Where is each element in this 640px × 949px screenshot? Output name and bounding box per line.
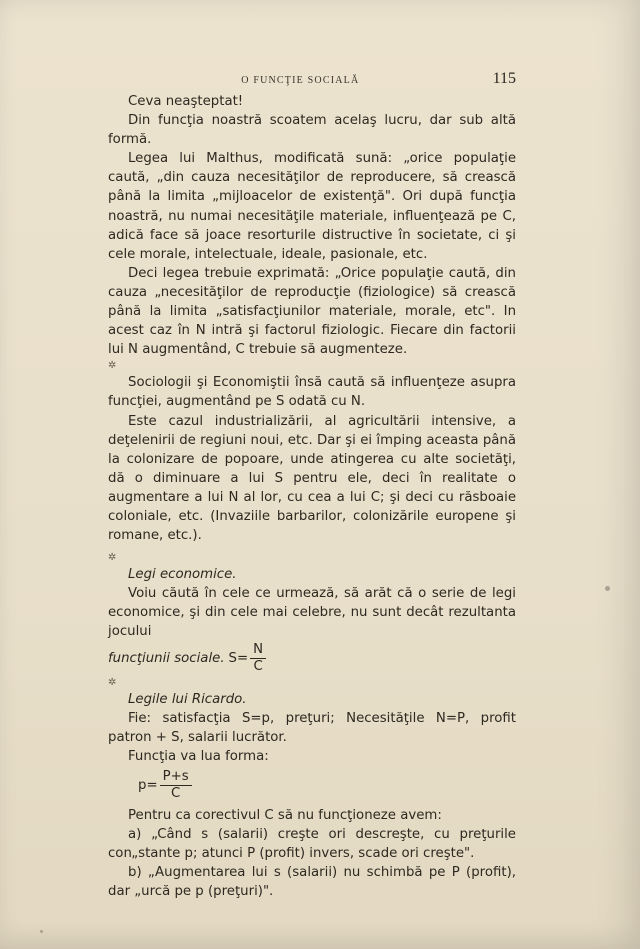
- section-separator-star-icon: ✲: [108, 552, 117, 564]
- paragraph-social-function-line: [108, 642, 516, 676]
- heading-ricardo-laws: Legile lui Ricardo.: [128, 691, 247, 707]
- formula-fraction: [250, 642, 266, 675]
- paragraph-function-form: Funcţia va lua forma:: [128, 748, 269, 764]
- heading-economic-laws: Legi economice.: [128, 567, 237, 583]
- paragraph-malthus: Legea lui Malthus, modificată sună: „orice populaţie caută, „din cauza necesităţilor de reproducere, să crească până la limita „mijloacelor de existenţă". Ori după funcţia noastră, nu numai necesităţile materiale, influenţează pe C, adică face să joace resorturile distructive în societate, ci şi cele morale, intelectuale, ideale, pasionale, etc.: [108, 151, 516, 262]
- paragraph-economic-laws: Voiu căută în cele ce urmează, să arăt că o serie de legi economice, şi din cele mai celebre, nu sunt decât rezultanta jocului: [108, 586, 516, 640]
- paper-spot: [40, 930, 43, 933]
- paragraph-case-a: a) „Când s (salarii) creşte ori descreşte, cu preţurile con„stante p; atunci P (profit) invers, scade ori creşte".: [108, 827, 516, 862]
- formula-p-equals: [138, 766, 516, 806]
- page-header: [108, 70, 516, 92]
- paragraph-same-thing: Din funcţia noastră scoatem acelaş lucru, dar sub altă formă.: [108, 113, 516, 148]
- running-title: O FUNCŢIE SOCIALĂ: [241, 75, 360, 86]
- paragraph-definitions: Fie: satisfacţia S=p, preţuri; Necesităţile N=P, profit patron + S, salarii lucrător.: [108, 710, 516, 745]
- page-number: 115: [492, 70, 516, 87]
- paragraph-exclamation: Ceva neaşteptat!: [128, 94, 244, 109]
- paragraph-sociologists: Sociologii şi Economiştii însă caută să influenţeze asupra funcţiei, augmentând pe S odată cu N.: [108, 375, 516, 410]
- formula-numerator: N: [250, 642, 266, 659]
- paragraph-case-b: b) „Augmentarea lui s (salarii) nu schimbă pe P (profit), dar „urcă pe p (preţuri)".: [108, 865, 516, 900]
- section-separator-star-icon: ✲: [108, 676, 117, 688]
- paragraph-corrective: Pentru ca corectivul C să nu funcţioneze avem:: [128, 807, 442, 823]
- formula-s-equals-n-over-c: [229, 642, 267, 675]
- formula-lhs: p=: [138, 778, 158, 794]
- formula-denominator: C: [253, 659, 263, 675]
- formula-numerator: P+s: [160, 769, 192, 786]
- section-separator-star-icon: ✲: [108, 360, 117, 372]
- formula-denominator: C: [170, 786, 181, 802]
- paragraph-industrialization: Este cazul industrializării, al agricultării intensive, a deţelenirii de regiuni noui, etc. Dar şi ei împing aceasta până la colonizare de popoare, unde atingerea cu alte societăţi, dă o diminuare a lui S pentru ele, deci în realitate o augmentare a lui N al lor, cu cea a lui C; şi deci cu răsboaie coloniale, etc. (Invaziile barbarilor, colonizările europene şi romane, etc.).: [108, 413, 516, 544]
- paper-spot: [605, 586, 610, 591]
- formula-lhs: S=: [228, 650, 249, 666]
- social-function-label: funcţiunii sociale.: [108, 650, 225, 666]
- page-body: [108, 92, 516, 901]
- paragraph-law-expressed: Deci legea trebuie exprimată: „Orice populaţie caută, din cauza „necesităţilor de reproducţie (fiziologice) să crească până la limita „satisfacţiunilor materiale, morale, etc". In acest caz în N intră şi factorul fiziologic. Fiecare din factorii lui N augmentând, C trebuie să augmenteze.: [108, 265, 516, 358]
- formula-fraction: [160, 769, 192, 802]
